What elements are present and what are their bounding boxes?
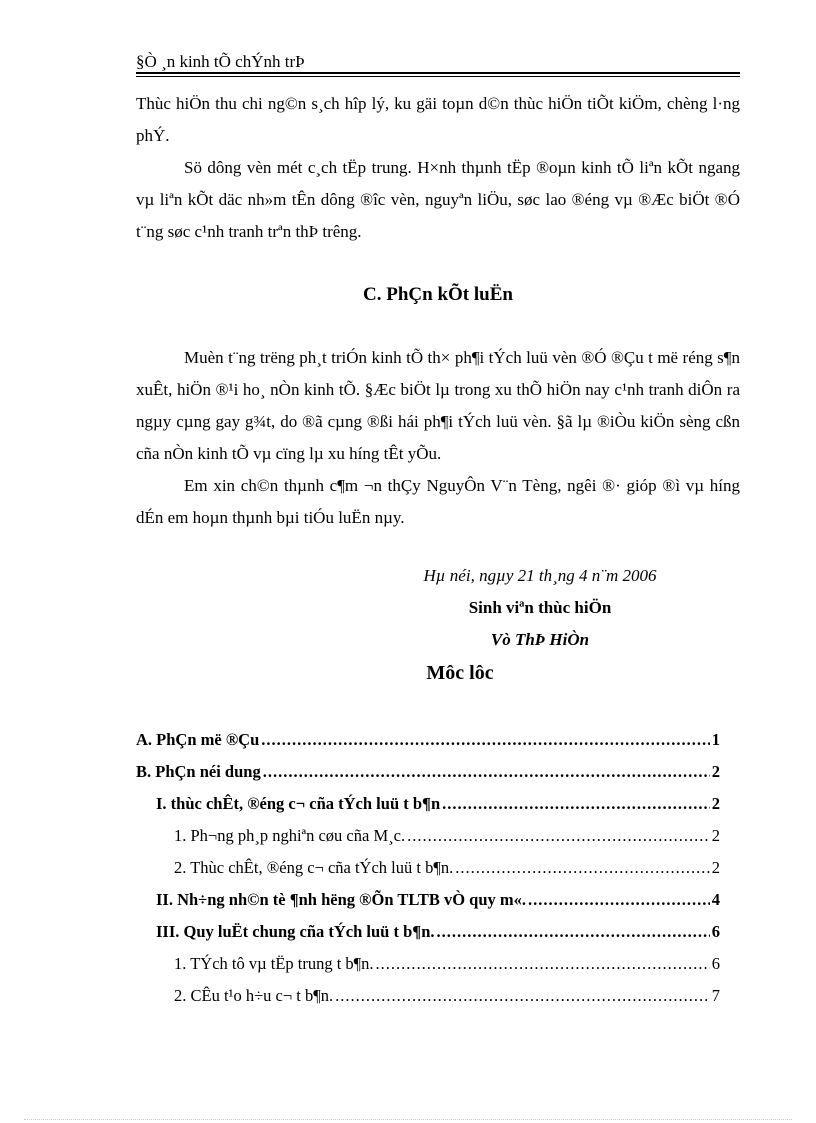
toc-leader [335, 986, 710, 1006]
toc-entry-label: 2. CÊu t¹o h÷u c¬ t b¶n. [174, 986, 334, 1005]
toc-entry[interactable] [136, 826, 720, 858]
page-header [136, 50, 740, 74]
toc-leader [528, 890, 710, 910]
toc-entry-label: B. PhÇn néi dung [136, 762, 261, 781]
table-of-contents [136, 730, 720, 1018]
toc-entry-page: 4 [711, 890, 720, 909]
toc-entry-label: A. PhÇn më ®Çu [136, 730, 260, 749]
body-section-top [136, 88, 740, 248]
toc-leader [455, 858, 710, 878]
paragraph: Em xin ch©n thµnh c¶m ¬n thÇy NguyÔn V¨n Tèng, ngêi ®· gióp ®ì vµ híng dÉn em hoµn thµnh bµi tiÓu luËn nµy. [136, 476, 740, 527]
toc-leader [407, 826, 710, 846]
section-heading-conclusion: C. PhÇn kÕt luËn [363, 284, 513, 305]
toc-leader [442, 794, 710, 814]
toc-entry-label: 1. Ph¬ng ph¸p nghiªn cøu cña M¸c. [174, 826, 406, 845]
toc-entry[interactable] [136, 922, 720, 954]
toc-entry-page: 1 [711, 730, 720, 749]
toc-entry[interactable] [136, 986, 720, 1018]
toc-entry-page: 6 [711, 922, 720, 941]
toc-entry-page: 2 [711, 762, 720, 781]
toc-entry[interactable] [136, 858, 720, 890]
signature-role: Sinh viªn thùc hiÖn [468, 598, 612, 617]
toc-entry-label: I. thùc chÊt, ®éng c¬ cña tÝch luü t b¶n [156, 794, 441, 813]
toc-entry-page: 2 [711, 794, 720, 813]
toc-leader [261, 730, 709, 750]
paragraph: Sö dông vèn mét c¸ch tËp trung. H×nh thµnh tËp ®oµn kinh tÕ liªn kÕt ngang vµ liªn kÕt däc nh»m tÊn dông ®îc vèn, nguyªn liÖu, søc lao ®éng vµ ®Æc biÖt ®Ó t¨ng søc c¹nh tranh trªn thÞ trêng. [136, 158, 740, 241]
toc-entry[interactable] [136, 794, 720, 826]
toc-entry-label: II. Nh÷ng nh©n tè ¶nh hëng ®Õn TLTB vÒ quy m«. [156, 890, 527, 909]
body-section-conclusion [136, 342, 740, 534]
toc-entry-label: 2. Thùc chÊt, ®éng c¬ cña tÝch luü t b¶n. [174, 858, 454, 877]
toc-entry-page: 2 [711, 826, 720, 845]
header-title: §Ò ¸n kinh tÕ chÝnh trÞ [136, 52, 305, 71]
toc-leader [437, 922, 710, 942]
toc-entry[interactable] [136, 730, 720, 762]
toc-leader [263, 762, 710, 782]
toc-entry-label: III. Quy luËt chung cña tÝch luü t b¶n. [156, 922, 435, 941]
toc-entry-label: 1. TÝch tô vµ tËp trung t b¶n. [174, 954, 374, 973]
signature-name: Vò ThÞ HiÒn [490, 630, 590, 649]
toc-entry[interactable] [136, 762, 720, 794]
paragraph: Thùc hiÖn thu chi ng©n s¸ch hîp lý, ku gäi toµn d©n thùc hiÖn tiÕt kiÖm, chèng l·ng phÝ. [136, 94, 740, 145]
toc-entry-page: 2 [711, 858, 720, 877]
signature-date: Hµ néi, ngµy 21 th¸ng 4 n¨m 2006 [423, 566, 657, 585]
page-bottom-divider [24, 1119, 792, 1120]
toc-entry-page: 7 [711, 986, 720, 1005]
toc-entry-page: 6 [711, 954, 720, 973]
toc-entry[interactable] [136, 954, 720, 986]
paragraph: Muèn t¨ng trëng ph¸t triÓn kinh tÕ th× ph¶i tÝch luü vèn ®Ó ®Çu t më réng s¶n xuÊt, hiÖn ®¹i ho¸ nÒn kinh tÕ. §Æc biÖt lµ trong xu thÕ hiÖn nay c¹nh tranh diÔn ra ngµy cµng gay g¾t, do ®ã cµng ®ßi hái ph¶i tÝch luü vèn. §ã lµ ®iÒu kiÖn sèng cßn cña nÒn kinh tÕ vµ cïng lµ xu híng tÊt yÕu. [136, 348, 740, 463]
toc-title: Môc lôc [426, 662, 494, 684]
toc-entry[interactable] [136, 890, 720, 922]
toc-leader [376, 954, 710, 974]
